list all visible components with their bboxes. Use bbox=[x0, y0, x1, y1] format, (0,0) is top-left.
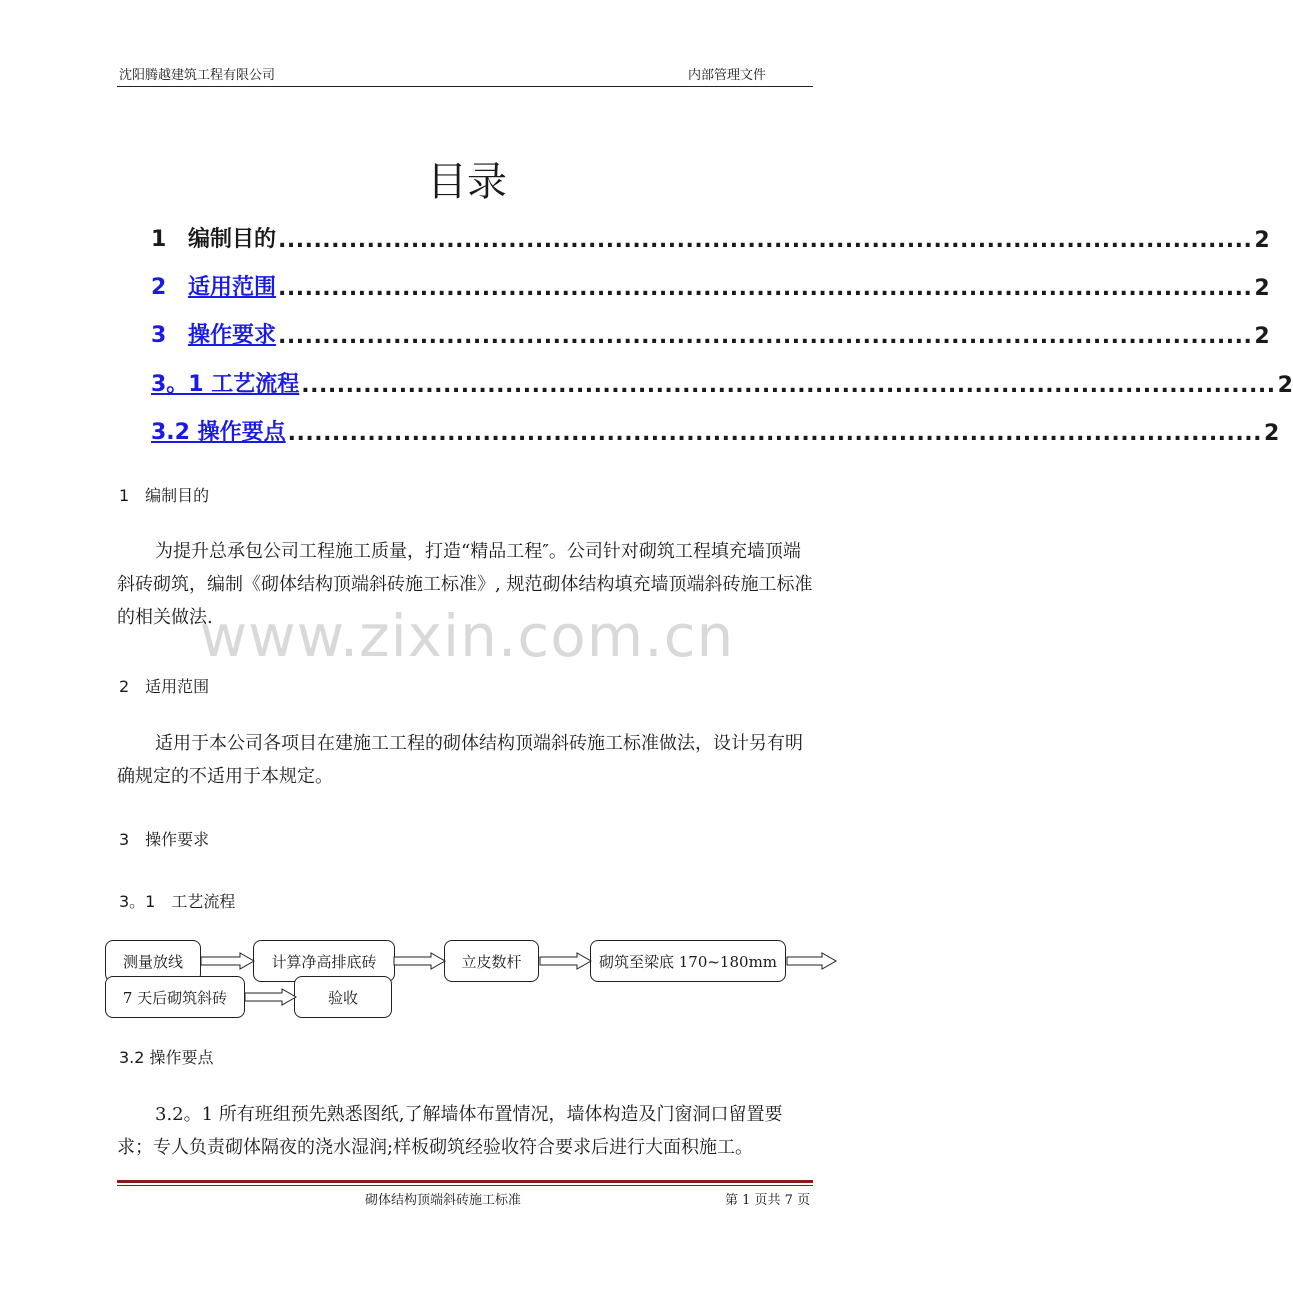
toc-number: 2 bbox=[151, 275, 167, 300]
section-1-heading: 1 编制目的 bbox=[119, 486, 210, 505]
footer-doc-title: 砌体结构顶端斜砖施工标准 bbox=[365, 1193, 522, 1208]
flow-step-calc-bottom-brick: 计算净高排底砖 bbox=[253, 940, 395, 982]
toc-number: 1 bbox=[151, 227, 167, 252]
flow-step-measure: 测量放线 bbox=[105, 940, 201, 982]
section-3-heading: 3 操作要求 bbox=[119, 830, 210, 849]
flow-arrow-2 bbox=[393, 952, 447, 970]
flow-step-slanted-brick: 7 天后砌筑斜砖 bbox=[105, 976, 245, 1018]
section-2-paragraph: 适用于本公司各项目在建施工工程的砌体结构顶端斜砖施工标准做法，设计另有明确规定的不适用于本规定。 bbox=[117, 733, 803, 787]
flow-step-acceptance: 验收 bbox=[294, 976, 392, 1018]
toc-leader: .............................................................................................................. bbox=[287, 421, 1262, 446]
flow-arrow-5 bbox=[244, 988, 298, 1006]
toc-entry-3-1[interactable] bbox=[151, 362, 1293, 398]
toc-entry-1 bbox=[151, 217, 1270, 253]
toc-label: 编制目的 bbox=[188, 227, 277, 252]
flow-arrow-1 bbox=[200, 952, 256, 970]
flow-step-set-pole: 立皮数杆 bbox=[444, 940, 539, 982]
flow-arrow-4 bbox=[786, 952, 838, 970]
toc-entry-3-2[interactable] bbox=[151, 410, 1280, 446]
header-doc-type: 内部管理文件 bbox=[688, 68, 767, 83]
section-2-heading: 2 适用范围 bbox=[119, 677, 210, 696]
page-title: 目录 bbox=[427, 159, 507, 205]
toc-leader: .............................................................................................................. bbox=[301, 373, 1276, 398]
section-3-2-heading: 3.2 操作要点 bbox=[119, 1048, 214, 1067]
toc-page: 2 bbox=[1263, 421, 1280, 446]
section-3-2-paragraph: 3.2。1 所有班组预先熟悉图纸,了解墙体布置情况，墙体构造及门窗洞口留置要求；专人负责砌体隔夜的浇水湿润;样板砌筑经验收符合要求后进行大面积施工。 bbox=[117, 1104, 783, 1158]
watermark: www.zixin.com.cn bbox=[199, 602, 735, 670]
toc-page: 2 bbox=[1277, 373, 1293, 398]
toc-label[interactable]: 操作要求 bbox=[188, 323, 277, 348]
flow-step-build-to-beam: 砌筑至梁底 170~180mm bbox=[590, 940, 786, 982]
section-1-paragraph: 为提升总承包公司工程施工质量，打造“精品工程″。公司针对砌筑工程填充墙顶端斜砖砌筑，编制《砌体结构顶端斜砖施工标准》, 规范砌体结构填充墙顶端斜砖施工标准的相关做法. bbox=[117, 541, 813, 628]
toc-label[interactable]: 适用范围 bbox=[188, 275, 277, 300]
toc-entry-3[interactable] bbox=[151, 313, 1270, 349]
toc-page: 2 bbox=[1254, 276, 1270, 301]
toc-entry-2[interactable] bbox=[151, 265, 1270, 301]
header-company: 沈阳腾越建筑工程有限公司 bbox=[119, 68, 276, 83]
toc-label[interactable]: 3.2 操作要点 bbox=[151, 420, 286, 445]
section-3-1-heading: 3。1 工艺流程 bbox=[119, 892, 236, 911]
toc-leader: .............................................................................................................. bbox=[278, 276, 1253, 301]
footer-divider-thin bbox=[117, 1185, 813, 1186]
footer-page-info: 第 1 页共 7 页 bbox=[725, 1193, 811, 1208]
flow-arrow-3 bbox=[539, 952, 593, 970]
toc-leader: .............................................................................................................. bbox=[278, 324, 1253, 349]
header-divider bbox=[117, 86, 813, 87]
toc-number: 3 bbox=[151, 323, 167, 348]
toc-label[interactable]: 3。1 工艺流程 bbox=[151, 372, 300, 397]
toc-page: 2 bbox=[1254, 228, 1270, 253]
toc-page: 2 bbox=[1254, 324, 1270, 349]
footer-divider-thick bbox=[117, 1180, 813, 1183]
toc-leader: .............................................................................................................. bbox=[278, 228, 1253, 253]
